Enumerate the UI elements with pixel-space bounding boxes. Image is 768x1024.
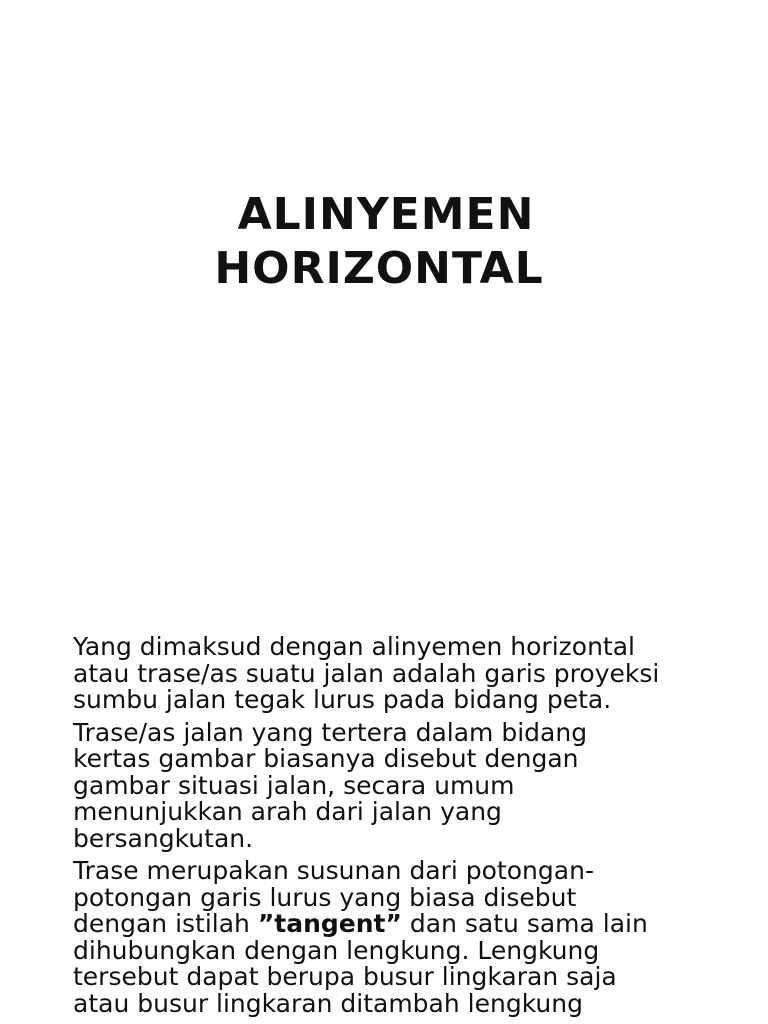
title-line-1: ALINYEMEN [237, 189, 535, 240]
paragraph-line: Trase/as jalan yang tertera dalam bidang [73, 717, 588, 747]
text-segment: dan satu sama lain [401, 909, 648, 938]
paragraph-line: dihubungkan dengan lengkung. Lengkung [73, 935, 600, 965]
page-title [0, 188, 768, 296]
paragraph-line: Yang dimaksud dengan alinyemen horizontal [73, 632, 635, 661]
paragraph-line: atau trase/as suatu jalan adalah garis proyeksi [73, 658, 660, 688]
paragraph-1 [73, 634, 753, 714]
paragraph-line: atau busur lingkaran ditambah lengkung [73, 988, 583, 1018]
paragraph-2 [73, 717, 753, 853]
paragraph-line: potongan garis lurus yang biasa disebut [73, 882, 577, 912]
text-segment: dengan istilah [73, 909, 258, 938]
paragraph-line: tersebut dapat berupa busur lingkaran saja [73, 962, 617, 991]
bold-term-tangent: ”tangent” [257, 909, 402, 938]
title-line-2: HORIZONTAL [214, 243, 544, 294]
paragraph-line: kertas gambar biasanya disebut dengan [73, 744, 579, 773]
body-text [73, 634, 753, 1023]
paragraph-line: menunjukkan arah dari jalan yang [73, 797, 502, 826]
paragraph-line: gambar situasi jalan, secara umum [73, 770, 515, 800]
paragraph-line: bersangkutan. [73, 823, 254, 853]
paragraph-3 [73, 858, 753, 1017]
paragraph-line: Trase merupakan susunan dari potongan- [73, 856, 594, 885]
paragraph-line-with-term [73, 911, 753, 938]
paragraph-line: sumbu jalan tegak lurus pada bidang peta. [73, 685, 612, 714]
